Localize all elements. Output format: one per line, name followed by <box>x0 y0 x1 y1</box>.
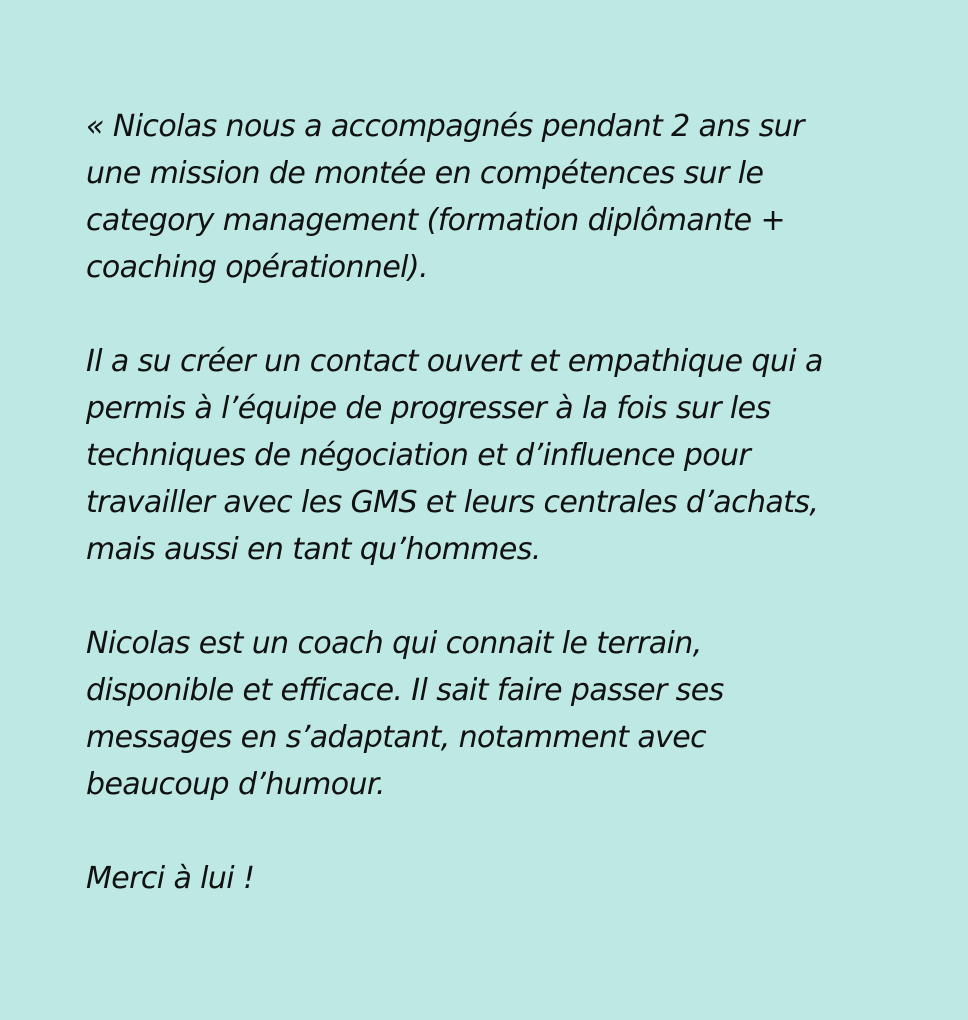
testimonial-line: category management (formation diplômante + <box>86 203 786 238</box>
testimonial-line: travailler avec les GMS et leurs centrales d’achats, <box>86 485 819 520</box>
testimonial-line: « Nicolas nous a accompagnés pendant 2 ans sur <box>86 109 804 144</box>
testimonial-line: disponible et efficace. Il sait faire passer ses <box>86 673 724 708</box>
testimonial-line: messages en s’adaptant, notamment avec <box>86 720 707 755</box>
testimonial-line: mais aussi en tant qu’hommes. <box>86 532 541 567</box>
testimonial-line: Merci à lui ! <box>86 861 255 896</box>
testimonial-line: beaucoup d’humour. <box>86 767 385 802</box>
testimonial-paragraph-3 <box>86 620 946 808</box>
testimonial-line: Nicolas est un coach qui connait le terrain, <box>86 626 702 661</box>
testimonial-line: coaching opérationnel). <box>86 250 428 285</box>
testimonial-line: Il a su créer un contact ouvert et empathique qui a <box>86 344 823 379</box>
testimonial-paragraph-4 <box>86 855 946 902</box>
testimonial-line: une mission de montée en compétences sur le <box>86 156 764 191</box>
testimonial-line: techniques de négociation et d’influence pour <box>86 438 751 473</box>
testimonial-paragraph-2 <box>86 338 946 573</box>
testimonial-line: permis à l’équipe de progresser à la fois sur les <box>86 391 771 426</box>
testimonial-paragraph-1 <box>86 103 946 291</box>
testimonial-text <box>86 103 946 949</box>
